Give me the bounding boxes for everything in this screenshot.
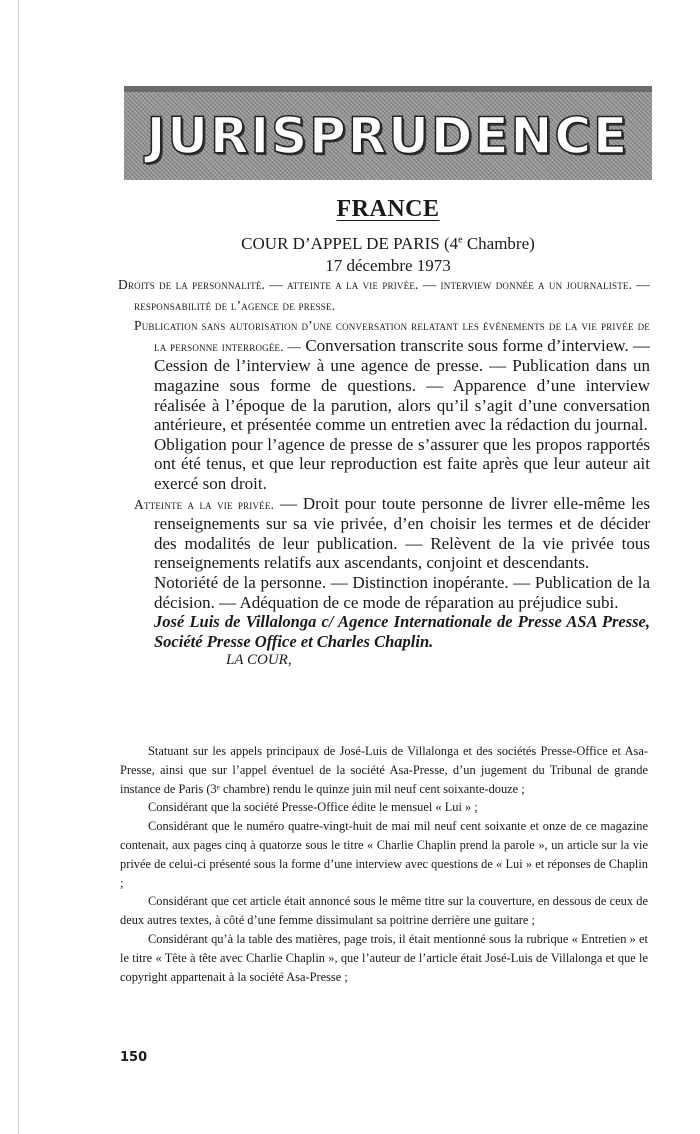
court-chamber: Chambre) [462,234,535,253]
section-banner [124,86,652,180]
court-heading [124,234,652,254]
case-parties: José Luis de Villalonga c/ Agence Internationale de Presse ASA Presse, Société Presse Office et Charles Chaplin. [154,612,650,651]
headnote-1: Droits de la personnalité. — atteinte a la vie privée. — interview donnée a un journaliste. — responsabilité de l’agence de presse. [118,277,650,313]
decision-date: 17 décembre 1973 [325,256,451,275]
court-chamber-ordinal: e [458,234,463,246]
headnote-summary [118,274,650,671]
page-edge-rule [18,0,19,1134]
body-paragraph: Considérant qu’à la table des matières, page trois, il était mentionné sous la rubrique « Entretien » et le titre « Tête à tête avec Charlie Chaplin », que l’auteur de l’article était José-Luis de Villalonga et que le copyright appartenait à la société Asa-Presse ; [120,931,648,984]
body-paragraph: Statuant sur les appels principaux de José-Luis de Villalonga et des sociétés Presse-Office et Asa-Presse, ainsi que sur l’appel éventuel de la société Asa-Presse, d’un jugement du Tribunal de grande instance de Paris (3ᵉ chambre) rendu le quinze juin mil neuf cent soixante-douze ; [120,744,648,796]
headnote-5: Notoriété de la personne. — Distinction inopérante. — Publication de la décision. — Adéquation de ce mode de réparation au préjudice subi. [154,572,650,612]
body-paragraph: Considérant que la société Presse-Office édite le mensuel « Lui » ; [148,800,478,815]
page-number: 150 [120,1050,148,1065]
section-title: JURISPRUDENCE [146,107,630,165]
body-paragraph: Considérant que le numéro quatre-vingt-huit de mai mil neuf cent soixante et onze de ce magazine contenait, aux pages cinq à quatorze sous le titre « Charlie Chaplin prend la parole », un article sur la vie privée de celui-ci présenté sous la forme d’une interview avec questions de « Lui » et réponses de Chaplin ; [120,819,648,890]
headnote-4: Atteinte a la vie privée. — Droit pour toute personne de livrer elle-même les renseignements sur sa vie privée, d’en choisir les termes et de décider des modalités de leur publication. — Relèvent de la vie privée tous renseignements relatifs aux ascendants, conjoint et descendants. [134,493,650,573]
headnote-2: Publication sans autorisation d’une conversation relatant les événements de la vie privée de la personne interrogée. — Conversation transcrite sous forme d’interview. — Cession de l’interview à une agence de presse. — Publication dans un magazine sous forme de questions. — Apparence d’une interview réalisée à l’époque de la parution, alors qu’il s’agit d’une conversation antérieure, et présentée comme un entretien avec la rédaction du journal. [134,318,651,435]
headnote-3: Obligation pour l’agence de presse de s’assurer que les propos rapportés ont été tenus, et que leur reproduction est faite après que leur auteur ait exercé son droit. [154,434,650,493]
body-paragraph: Considérant que cet article était annoncé sous le même titre sur la couverture, en dessous de ceux de deux autres textes, à côté d’une femme dissimulant sa poitrine derrière une guitare ; [120,894,648,928]
judgment-body [120,742,648,986]
court-name: COUR D’APPEL DE PARIS (4 [241,234,459,253]
country-heading: FRANCE [336,196,440,222]
la-cour-heading: LA COUR, [226,652,292,669]
